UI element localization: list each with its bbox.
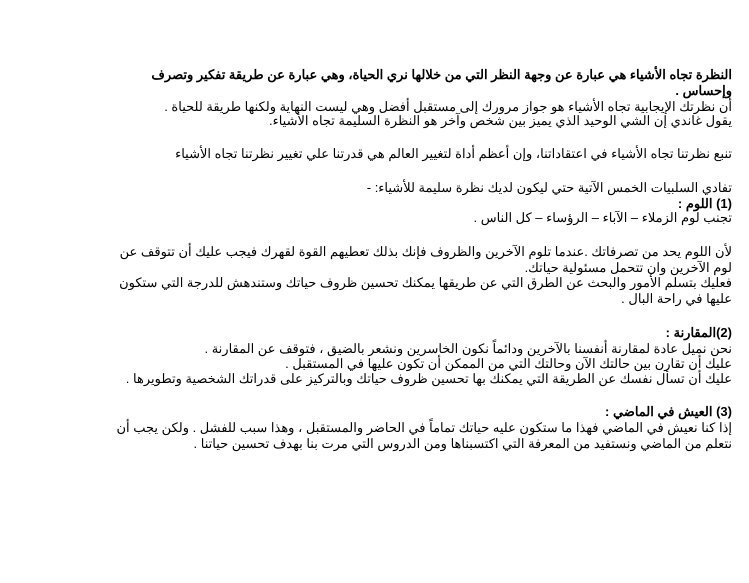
section1-title: (1) اللوم : (677, 196, 732, 211)
section1-para1-line1: لأن اللوم يحد من تصرفاتك .عندما تلوم الآخرين والظروف فإنك بذلك تعطيهم القوة لقهرك فيجب عليك أن تتوقف عن (119, 244, 732, 259)
section2-title: (2)المقارنة : (665, 325, 732, 340)
intro-line2: يقول غاندي إن الشي الوحيد الذي يميز بين شخص وآخر هو النظرة السليمة تجاه الأشياء. (269, 113, 732, 128)
section2-line2: عليك أن تقارن بين حالتك الآن وحالتك التي من الممكن أن تكون عليها في المستقبل . (285, 356, 732, 371)
section1-para2-line1: فعليك بتسلم الأمور والبحث عن الطرق التي عن طريقها يمكنك تحسين ظروف حياتك وستندهش للدرجة التي ستكون (119, 275, 732, 290)
section3-line2: نتعلم من الماضي ونستفيد من المعرفة التي اكتسبناها ومن الدروس التي مرت بنا بهدف تحسين حياتنا . (193, 436, 732, 451)
intro-line1: أن نظرتك الإيجابية تجاه الأشياء هو جواز مرورك إلى مستقبل أفضل وهي ليست النهاية ولكنها طريقة للحياة . (164, 99, 732, 114)
section1-para2-line2: عليها في راحة البال . (621, 291, 732, 306)
intro-heading-line2: وإحساس . (675, 83, 732, 98)
intro-heading-line1: النظرة تجاه الأشياء هي عبارة عن وجهة النظر التي من خلالها نري الحياة، وهي عبارة عن طريقة تفكير وتصرف (151, 67, 732, 82)
section1-para1-line2: لوم الآخرين وان تتحمل مسئولية حياتك. (524, 260, 732, 275)
section3-title: (3) العيش في الماضي : (605, 404, 732, 419)
section1-line1: تجنب لوم الزملاء – الآباء – الرؤساء – كل الناس . (473, 210, 732, 225)
section2-line1: نحن نميل عادة لمقارنة أنفسنا بالآخرين ودائماً نكون الخاسرين ونشعر بالضيق ، فتوقف عن المقارنة . (204, 341, 732, 356)
beliefs-paragraph: تنبع نظرتنا تجاه الأشياء في اعتقاداتنا، وإن أعظم أداة لتغيير العالم هي قدرتنا علي تغيير نظرتنا تجاه الأشياء (175, 146, 732, 161)
section2-line3: عليك أن تسأل نفسك عن الطريقة التي يمكنك بها تحسين ظروف حياتك وبالتركيز على قدراتك الشخصية وتطويرها . (125, 371, 732, 386)
section3-line1: إذا كنا نعيش في الماضي فهذا ما ستكون عليه حياتك تماماً في الحاضر والمستقبل ، وهذا سبب للفشل . ولكن يجب أن (116, 420, 732, 435)
avoid-negatives-paragraph: تفادي السلبيات الخمس الآتية حتي ليكون لديك نظرة سليمة للأشياء: - (366, 180, 732, 195)
